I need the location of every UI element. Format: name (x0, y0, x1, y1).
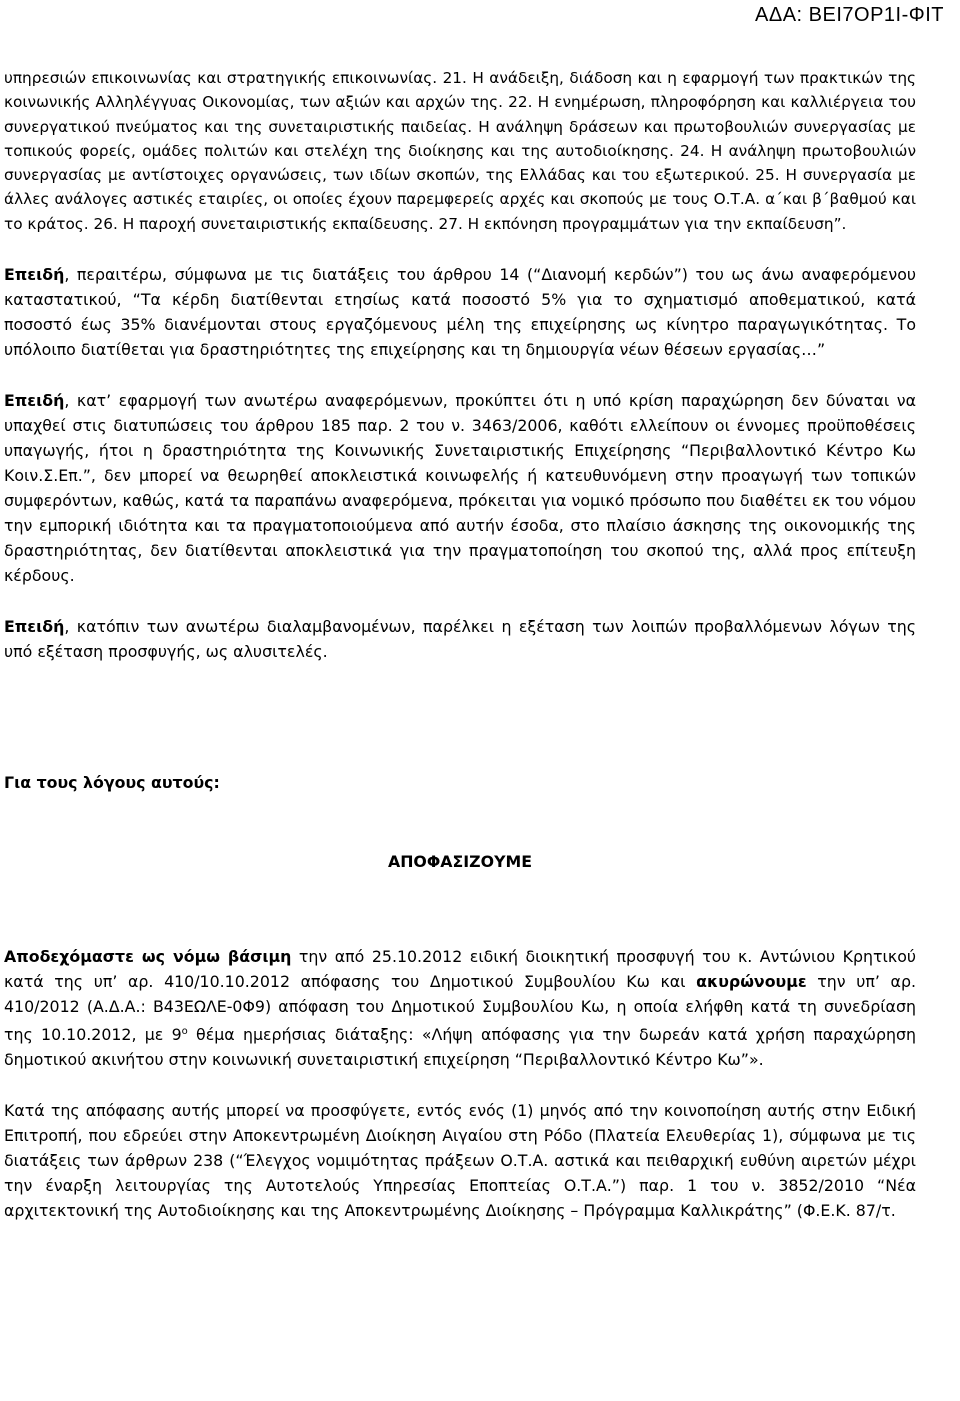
paragraph-conclusion (4, 614, 916, 664)
lead-word: Επειδή (4, 391, 65, 411)
reasons-heading: Για τους λόγους αυτούς: (4, 773, 220, 793)
decision-heading: ΑΠΟΦΑΣΙΖΟΥΜΕ (387, 852, 533, 872)
lead-word: Επειδή (4, 265, 65, 285)
paragraph-text: , κατόπιν των ανωτέρω διαλαμβανομένων, παρέλκει η εξέταση των λοιπών προβαλλόμενων λόγων της υπό εξέταση προσφυγής, ως αλυσιτελές. (4, 617, 916, 662)
spacer (4, 1072, 916, 1098)
paragraph-decision (4, 944, 916, 1072)
paragraph-objectives: υπηρεσιών επικοινωνίας και στρατηγικής επικοινωνίας. 21. Η ανάδειξη, διάδοση και η εφαρμογή των πρακτικών της κοινωνικής Αλληλέγγυας Οικονομίας, των αξιών και αρχών της. 22. Η ενημέρωση, πληροφόρηση και καλλιέργεια του συνεργατικού πνεύματος και της συνεταιριστικής παιδείας. Η ανάληψη δράσεων και πρωτοβουλιών συνεργασίας με τοπικούς φορείς, ομάδες πολιτών και στελέχη της διοίκησης και της αυτοδιοίκησης. 24. Η ανάληψη πρωτοβουλιών συνεργασίας με αντίστοιχες οργανώσεις, των ιδίων σκοπών, της Ελλάδας και του εξωτερικού. 25. Η συνεργασία με άλλες ανάλογες αστικές εταιρίες, οι οποίες έχουν παρεμφερείς αρχές και σκοπούς με τους Ο.Τ.Α. α΄και β΄βαθμού και το κράτος. 26. Η παροχή συνεταιριστικής εκπαίδευσης. 27. Η εκπόνηση προγραμμάτων για την εκπαίδευση”. (4, 69, 916, 233)
decision-lead: Αποδεχόμαστε ως νόμω βάσιμη (4, 947, 292, 967)
paragraph-text: την υπ’ αρ. 410/2012 (Α.Δ.Α.: Β43ΕΩΛΕ-0Φ9) απόφαση του Δημοτικού Συμβουλίου Κω, η οποία ελήφθη κατά τη συνεδρίαση της 10.10.2012, με 9 (4, 972, 917, 1045)
paragraph-profit-distribution (4, 262, 916, 362)
document-code: ΑΔΑ: ΒΕΙ7ΟΡ1Ι-ΦΙΤ (755, 4, 944, 26)
paragraph-appeal-info: Κατά της απόφασης αυτής μπορεί να προσφύγετε, εντός ενός (1) μηνός από την κοινοποίηση αυτής στην Ειδική Επιτροπή, που εδρεύει στην Αποκεντρωμένη Διοίκηση Αιγαίου στη Ρόδο (Πλατεία Ελευθερίας 1), σύμφωνα με τις διατάξεις των άρθρων 238 (“Έλεγχος νομιμότητας πράξεων Ο.Τ.Α. αστικά και πειθαρχική ευθύνη αιρετών μέχρι την έναρξη λειτουργίας της Αυτοτελούς Υπηρεσίας Εποπτείας Ο.Τ.Α.”) παρ. 1 του ν. 3852/2010 “Νέα αρχιτεκτονική της Αυτοδιοίκησης και της Αποκεντρωμένης Διοίκησης – Πρόγραμμα Καλλικράτης” (Φ.Ε.Κ. 87/τ. (4, 1101, 916, 1221)
lead-word: Επειδή (4, 617, 65, 637)
spacer (4, 664, 916, 770)
paragraph-text: θέμα ημερήσιας διάταξης: «Λήψη απόφασης για την δωρεάν κατά χρήση παραχώρηση δημοτικού ακινήτου στην κοινωνική συνεταιριστική επιχείρηση “Περιβαλλοντικό Κέντρο Κω”». (4, 1025, 917, 1070)
spacer (4, 236, 916, 262)
paragraph-text: , κατ’ εφαρμογή των ανωτέρω αναφερόμενων, προκύπτει ότι η υπό κρίση παραχώρηση δεν δύναται να υπαχθεί στις διατυπώσεις του άρθρου 185 παρ. 2 του ν. 3463/2006, καθότι ελλείπουν οι έννομες προϋποθέσεις υπαγωγής, ήτοι η δραστηριότητα της Κοινωνικής Συνεταιριστικής Επιχείρησης “Περιβαλλοντικό Κέντρο Κω Κοιν.Σ.Επ.”, δεν μπορεί να θεωρηθεί αποκλειστικά κοινωφελής ή κατευθυνόμενη στην προαγωγή των τοπικών συμφερόντων, καθώς, κατά τα παραπάνω αναφερόμενα, πρόκειται για νομικό πρόσωπο που διαθέτει εκ του νόμου την εμπορική ιδιότητα και τα πραγματοποιούμενα από αυτήν έσοδα, στο πλαίσιο άσκησης της οικονομικής της δραστηριότητας, δεν διατίθενται αποκλειστικά για την πραγματοποίηση του σκοπού της, αλλά προς επίτευξη κέρδους. (4, 391, 916, 586)
spacer (4, 362, 916, 388)
spacer (4, 795, 916, 849)
spacer (4, 874, 916, 944)
paragraph-text: την από 25.10.2012 ειδική διοικητική προσφυγή του κ. Αντώνιου Κρητικού κατά της υπ’ αρ. 410/10.10.2012 απόφασης του Δημοτικού Συμβουλίου Κω και (4, 947, 917, 992)
paragraph-text: , περαιτέρω, σύμφωνα με τις διατάξεις του άρθρου 14 (“Διανομή κερδών”) του ως άνω αναφερόμενου καταστατικού, “Τα κέρδη διατίθενται ετησίως κατά ποσοστό 5% για το σχηματισμό αποθεματικού, κατά ποσοστό έως 35% διανέμονται στους εργαζόμενους μέλη της επιχείρησης ως κίνητρο παραγωγικότητας. Το υπόλοιπο διατίθεται για δραστηριότητες της επιχείρησης και τη δημιουργία νέων θέσεων εργασίας…” (4, 265, 916, 360)
paragraph-legal-reasoning (4, 388, 916, 588)
superscript: ο (181, 1026, 188, 1038)
annul-word: ακυρώνουμε (696, 972, 807, 992)
document-body (4, 66, 916, 1223)
spacer (4, 588, 916, 614)
